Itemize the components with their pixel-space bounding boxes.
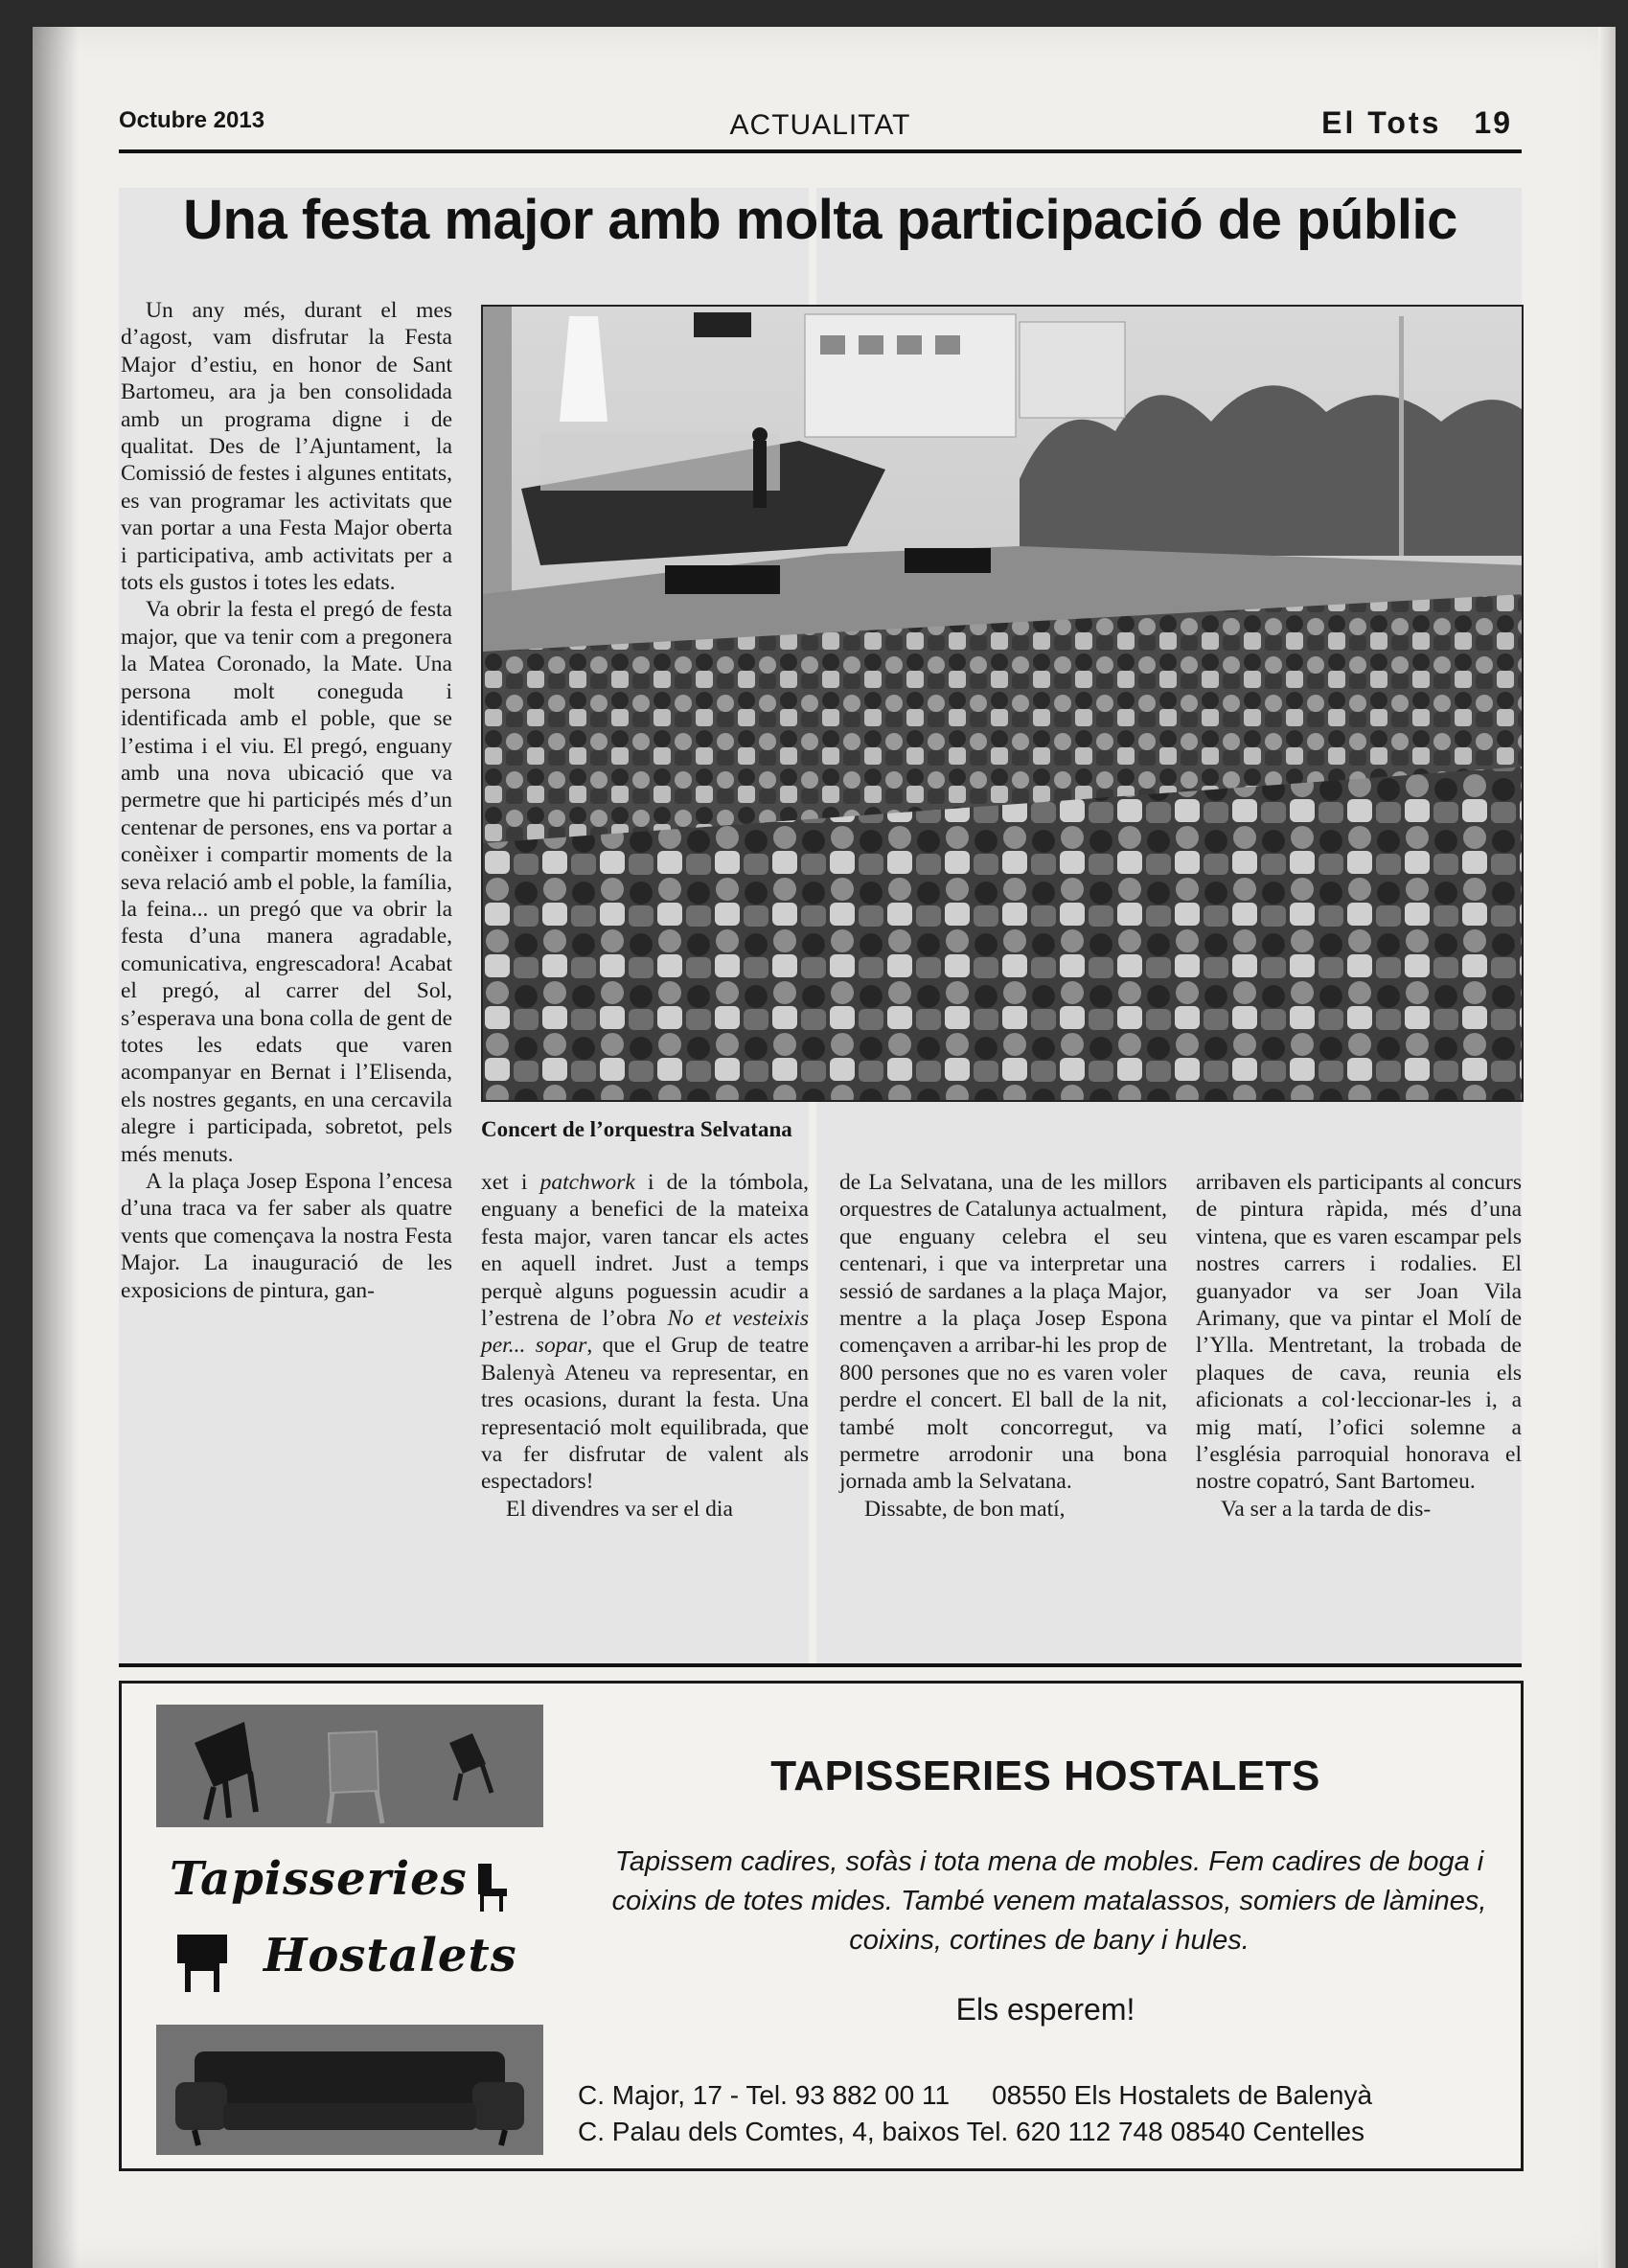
ad-wordmark xyxy=(156,1841,543,2013)
page-edge xyxy=(1598,27,1616,2268)
ad-business-name: TAPISSERIES HOSTALETS xyxy=(770,1753,1320,1799)
paragraph xyxy=(481,1169,809,1496)
sofa-photo-panel xyxy=(156,2025,543,2155)
publication-folio xyxy=(1321,105,1512,141)
ad-logo xyxy=(156,1705,543,2155)
text-run: i de la tómbola, enguany a benefici de la mateixa festa major, varen tancar els actes en aquell indret. Just a temps perquè alguns poguessin acudir a l’estrena de l’obra xyxy=(481,1170,809,1332)
paragraph: de La Selvatana, una de les millors orquestres de Catalunya actualment, que enguany celebra el seu centenari, i que va interpretar una sessió de sardanes a la plaça Major, mentre a la plaça Josep Espona començaven a arribar-hi les prop de 800 persones que no es varen voler perdre el concert. El ball de la nit, també molt concorregut, va permetre arrodonir una bona jornada amb la Selvatana. xyxy=(839,1170,1167,1495)
italic-text: patchwork xyxy=(539,1170,635,1195)
running-header xyxy=(119,100,1522,153)
text-run: , que el Grup de teatre Balenyà Ateneu va representar, en tres ocasions, durant la festa. Una representació molt equilibrada, que va fer disfrutar de valent als espectadors! xyxy=(481,1333,810,1495)
paragraph: El divendres va ser el dia xyxy=(506,1496,733,1522)
paragraph: A la plaça Josep Espona l’encesa d’una traca va fer saber als quatre vents que començava la nostra Festa Major. La inauguració de les exposicions de pintura, gan- xyxy=(121,1169,452,1303)
ad-address-1 xyxy=(578,2080,1372,2111)
article-column-3 xyxy=(839,1169,1167,1523)
paragraph: Un any més, durant el mes d’agost, vam disfrutar la Festa Major d’estiu, en honor de Sant Bartomeu, ara ja ben consolidada amb un programa digne i de qualitat. Des de l’Ajuntament, la Comissió de festes i algunes entitats, es van programar les activitats que van portar a una Festa Major oberta i participativa, amb activitats per a tots els gustos i totes les edats. xyxy=(121,298,452,596)
publication-name: El Tots xyxy=(1321,105,1442,140)
address-town: 08540 Centelles xyxy=(1170,2117,1365,2146)
sofa-illustration xyxy=(156,2025,543,2155)
article-headline: Una festa major amb molta participació de públic xyxy=(183,189,1457,251)
paragraph: Dissabte, de bon matí, xyxy=(864,1496,1066,1522)
advertisement-box xyxy=(119,1681,1524,2171)
ad-address-2 xyxy=(578,2117,1364,2147)
article-column-4 xyxy=(1196,1169,1522,1523)
paragraph: Va obrir la festa el pregó de festa major, que va tenir com a pregonera la Matea Coronado, la Mate. Una persona molt coneguda i identificada amb el poble, que se l’estima i el viu. El pregó, enguany amb una nova ubicació que va permetre que hi participés més d’un centenar de persones, ens va portar a conèixer i compartir moments de la seva relació amb el poble, la família, la feina... un pregó que va obrir la festa d’una manera agradable, comunicativa, engrescadora! Acabat el pregó, al carrer del Sol, s’esperava una bona colla de gent de totes les edats que varen acompanyar en Bernat i l’Elisenda, els nostres gegants, en una cercavila alegre i participada, sobretot, pels més menuts. xyxy=(121,597,452,1167)
chair-icon xyxy=(472,1860,511,1913)
concert-photo-illustration xyxy=(483,307,1524,1102)
paragraph: arribaven els participants al concurs de pintura ràpida, més d’una vintena, que es varen escampar pels nostres carrers i rodalies. El guanyador va ser Joan Vila Arimany, que va pintar el Molí de l’Ylla. Mentretant, la trobada de plaques de cava, reunia els aficionats a col·leccionar-les i, a mig matí, l’ofici solemne a l’església parroquial honorava el nostre copatró, Sant Bartomeu. xyxy=(1196,1170,1522,1495)
armchair-icon xyxy=(173,1931,231,1994)
chairs-photo-panel xyxy=(156,1705,543,1827)
paragraph: Va ser a la tarda de dis- xyxy=(1221,1496,1432,1522)
header-rule xyxy=(119,149,1522,153)
chairs-illustration xyxy=(156,1705,543,1827)
address-street: C. Palau dels Comtes, 4, baixos Tel. 620 112 748 xyxy=(578,2117,1163,2146)
address-street: C. Major, 17 - Tel. 93 882 00 11 xyxy=(578,2080,951,2110)
text-run: xet i xyxy=(481,1170,540,1195)
issue-date: Octubre 2013 xyxy=(119,107,265,133)
page-number: 19 xyxy=(1474,105,1512,140)
address-town: 08550 Els Hostalets de Balenyà xyxy=(992,2080,1373,2110)
photo-caption: Concert de l’orquestra Selvatana xyxy=(481,1117,792,1141)
concert-photo xyxy=(481,305,1524,1102)
binding-shadow xyxy=(33,27,79,2268)
logo-text-hostalets: Hostalets xyxy=(264,1929,517,1982)
play-title: No et vesteixis per... sopar xyxy=(481,1306,809,1359)
ad-description: Tapissem cadires, sofàs i tota mena de mobles. Fem cadires de boga i coixins de totes mides. També venem matalassos, somiers de làmines, coixins, cortines de bany i hules. xyxy=(611,1846,1487,1956)
article-column-1 xyxy=(121,297,452,1304)
section-name: ACTUALITAT xyxy=(729,109,911,141)
article-column-2 xyxy=(481,1169,809,1523)
logo-text-tapisseries: Tapisseries xyxy=(170,1852,468,1906)
ad-separator-rule xyxy=(119,1663,1522,1667)
ad-call-to-action: Els esperem! xyxy=(955,1992,1135,2027)
